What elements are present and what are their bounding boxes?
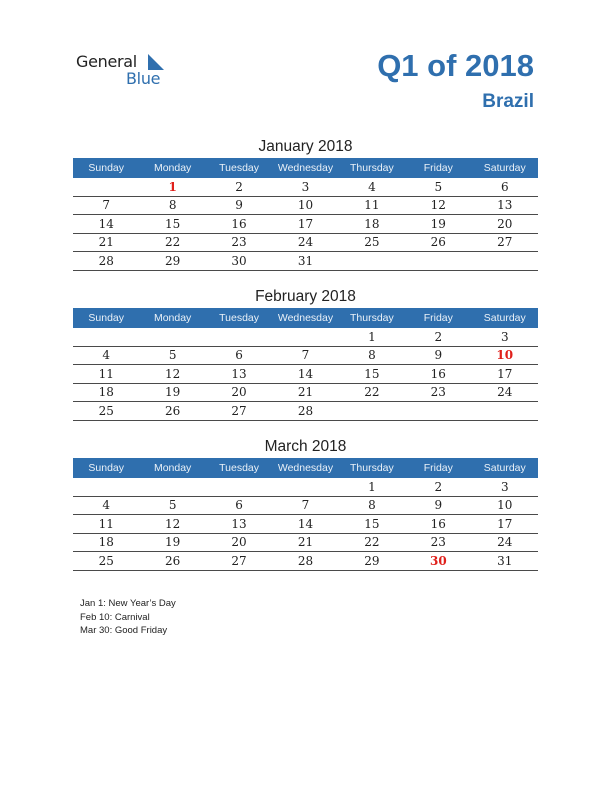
page-title: Q1 of 2018 [377,48,534,83]
empty-day-cell [272,328,338,346]
weekday-header: Sunday [73,158,139,178]
week-row [73,328,538,346]
day-cell: 4 [339,178,405,196]
day-cell: 21 [272,533,338,552]
day-cell: 19 [139,383,205,402]
month-february [73,286,538,421]
week-row [73,346,538,365]
day-cell: 6 [206,496,272,515]
weekday-header: Sunday [73,308,139,328]
day-cell: 26 [139,402,205,421]
weekday-header: Friday [405,458,471,478]
day-cell: 26 [139,552,205,571]
empty-day-cell [206,328,272,346]
week-row [73,496,538,515]
day-cell: 27 [206,402,272,421]
calendar-body [73,328,538,420]
day-cell: 13 [206,365,272,384]
day-cell: 17 [272,215,338,234]
day-cell: 13 [472,196,538,215]
empty-day-cell [472,402,538,421]
logo-text-blue: Blue [126,69,161,88]
holiday-note: Jan 1: New Year’s Day [80,598,176,609]
month-title: March 2018 [264,438,347,455]
weekday-header: Saturday [472,308,538,328]
calendar-body [73,178,538,270]
week-row [73,383,538,402]
day-cell: 24 [272,233,338,252]
empty-day-cell [73,328,139,346]
day-cell: 29 [139,252,205,271]
day-cell: 5 [139,496,205,515]
weekday-header: Saturday [472,458,538,478]
day-cell: 6 [472,178,538,196]
day-cell: 23 [206,233,272,252]
weekday-header: Wednesday [272,458,338,478]
week-row [73,233,538,252]
week-row [73,515,538,534]
country-name: Brazil [482,91,534,112]
day-cell: 12 [139,515,205,534]
weekday-header: Tuesday [206,158,272,178]
empty-day-cell [339,402,405,421]
weekday-header: Monday [139,308,205,328]
day-cell: 15 [339,515,405,534]
day-cell: 7 [272,346,338,365]
weekday-header: Sunday [73,458,139,478]
day-cell: 30 [206,252,272,271]
weekday-header: Wednesday [272,158,338,178]
weekday-header: Monday [139,158,205,178]
empty-day-cell [206,478,272,496]
holiday-note: Mar 30: Good Friday [80,625,168,636]
empty-day-cell [139,328,205,346]
day-cell: 14 [73,215,139,234]
weekday-header: Thursday [339,458,405,478]
day-cell: 4 [73,496,139,515]
day-cell: 8 [139,196,205,215]
empty-day-cell [405,402,471,421]
day-cell: 22 [339,383,405,402]
day-cell: 7 [272,496,338,515]
week-row [73,552,538,571]
calendar-body [73,478,538,570]
day-cell: 26 [405,233,471,252]
weekday-header: Friday [405,158,471,178]
day-cell: 7 [73,196,139,215]
week-row [73,215,538,234]
day-cell: 9 [405,496,471,515]
day-cell: 18 [73,383,139,402]
logo-text-general: General [76,52,137,71]
day-cell: 22 [339,533,405,552]
week-row [73,478,538,496]
day-cell: 23 [405,383,471,402]
day-cell: 4 [73,346,139,365]
day-cell: 28 [73,252,139,271]
day-cell: 17 [472,515,538,534]
day-cell: 25 [73,402,139,421]
weekday-header: Saturday [472,158,538,178]
day-cell: 13 [206,515,272,534]
day-cell: 1 [339,478,405,496]
empty-day-cell [339,252,405,271]
day-cell: 12 [405,196,471,215]
day-cell: 17 [472,365,538,384]
day-cell: 9 [206,196,272,215]
day-cell: 20 [472,215,538,234]
calendar-table [73,158,538,271]
day-cell: 14 [272,365,338,384]
day-cell: 9 [405,346,471,365]
day-cell: 2 [405,478,471,496]
weekday-header-row [73,308,538,328]
weekday-header: Monday [139,458,205,478]
day-cell: 24 [472,383,538,402]
day-cell: 10 [272,196,338,215]
weekday-header-row [73,458,538,478]
day-cell: 19 [139,533,205,552]
logo [76,52,176,88]
day-cell: 12 [139,365,205,384]
day-cell: 8 [339,346,405,365]
weekday-header: Wednesday [272,308,338,328]
holiday-day-cell: 1 [139,178,205,196]
weekday-header-row [73,158,538,178]
calendar-table [73,308,538,421]
weekday-header: Thursday [339,158,405,178]
empty-day-cell [405,252,471,271]
empty-day-cell [73,478,139,496]
week-row [73,402,538,421]
day-cell: 31 [472,552,538,571]
day-cell: 28 [272,402,338,421]
day-cell: 15 [339,365,405,384]
day-cell: 5 [139,346,205,365]
day-cell: 27 [206,552,272,571]
day-cell: 15 [139,215,205,234]
day-cell: 3 [472,478,538,496]
day-cell: 23 [405,533,471,552]
day-cell: 2 [206,178,272,196]
day-cell: 24 [472,533,538,552]
month-title: February 2018 [255,288,356,305]
holiday-day-cell: 10 [472,346,538,365]
week-row [73,196,538,215]
day-cell: 3 [472,328,538,346]
day-cell: 20 [206,383,272,402]
empty-day-cell [272,478,338,496]
empty-day-cell [472,252,538,271]
day-cell: 8 [339,496,405,515]
day-cell: 31 [272,252,338,271]
day-cell: 18 [339,215,405,234]
day-cell: 19 [405,215,471,234]
day-cell: 5 [405,178,471,196]
holiday-day-cell: 30 [405,552,471,571]
empty-day-cell [73,178,139,196]
day-cell: 25 [73,552,139,571]
week-row [73,178,538,196]
day-cell: 3 [272,178,338,196]
day-cell: 11 [73,515,139,534]
calendar-table [73,458,538,571]
day-cell: 21 [73,233,139,252]
day-cell: 27 [472,233,538,252]
week-row [73,252,538,271]
empty-day-cell [139,478,205,496]
weekday-header: Tuesday [206,308,272,328]
day-cell: 10 [472,496,538,515]
day-cell: 6 [206,346,272,365]
day-cell: 2 [405,328,471,346]
day-cell: 18 [73,533,139,552]
day-cell: 1 [339,328,405,346]
day-cell: 29 [339,552,405,571]
weekday-header: Thursday [339,308,405,328]
day-cell: 25 [339,233,405,252]
day-cell: 14 [272,515,338,534]
holiday-note: Feb 10: Carnival [80,611,150,623]
day-cell: 16 [405,365,471,384]
week-row [73,365,538,384]
day-cell: 11 [73,365,139,384]
logo-triangle-icon [142,54,164,70]
day-cell: 21 [272,383,338,402]
day-cell: 16 [206,215,272,234]
month-title: January 2018 [258,138,353,155]
month-january [73,136,538,271]
weekday-header: Tuesday [206,458,272,478]
day-cell: 22 [139,233,205,252]
day-cell: 20 [206,533,272,552]
month-march [73,436,538,571]
day-cell: 28 [272,552,338,571]
day-cell: 16 [405,515,471,534]
holiday-notes [80,597,176,638]
weekday-header: Friday [405,308,471,328]
day-cell: 11 [339,196,405,215]
week-row [73,533,538,552]
